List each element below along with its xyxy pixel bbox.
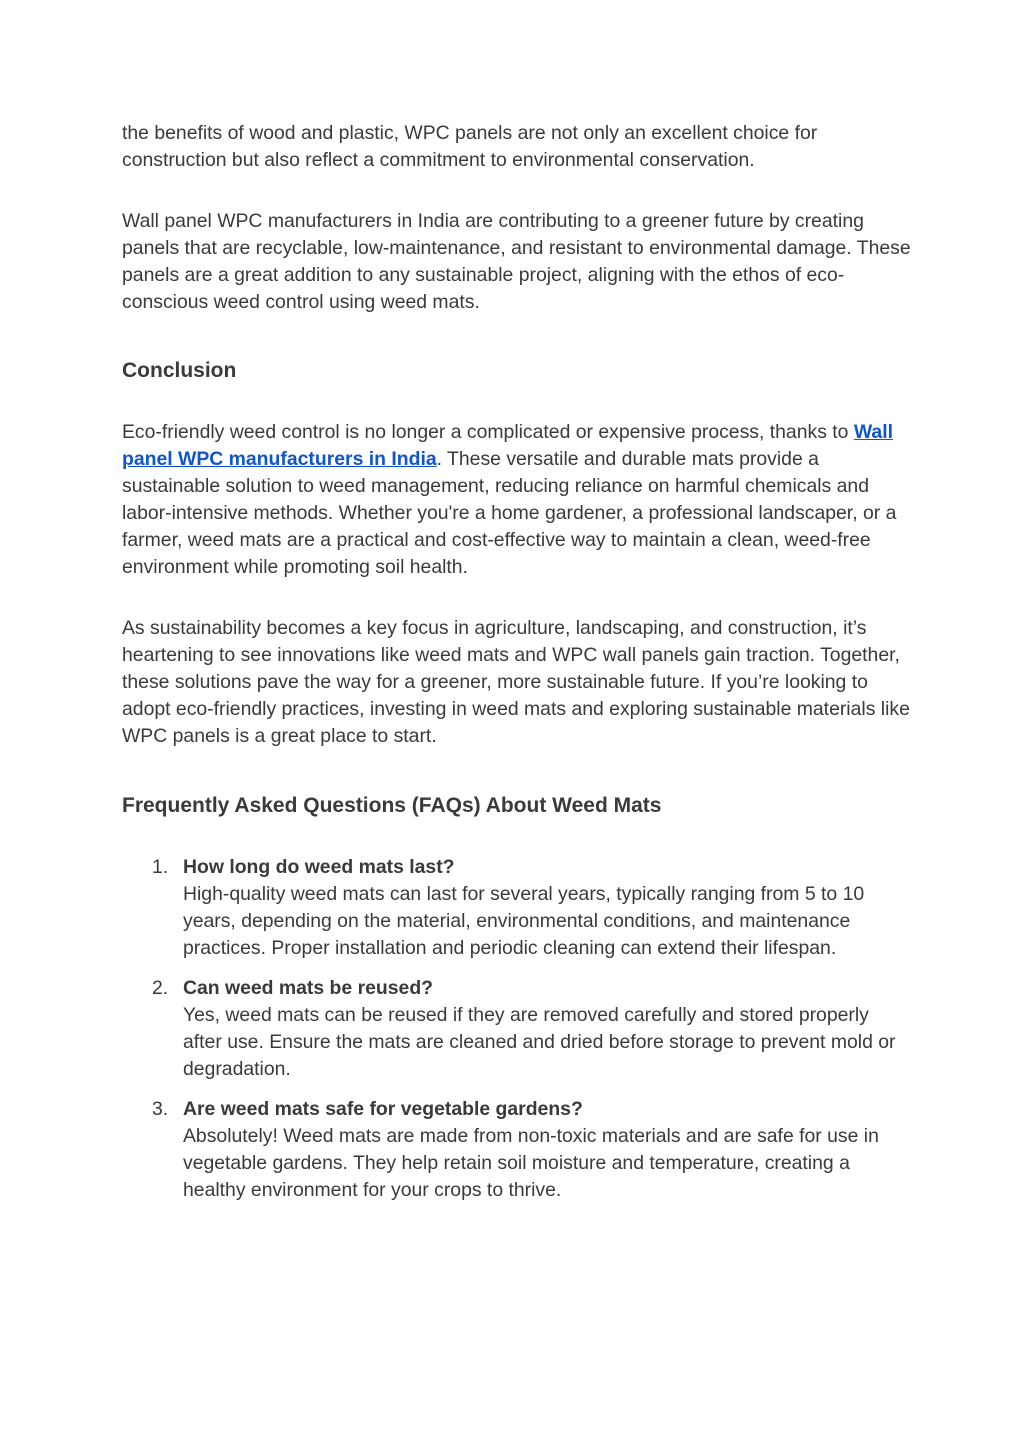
intro-paragraph-2: Wall panel WPC manufacturers in India are contributing to a greener future by creating panels that are recyclable, low-maintenance, and resistant to environmental damage. These panels are a great addition to any sustainable project, aligning with the ethos of eco-conscious weed control using weed mats. (122, 210, 911, 313)
faq-question: Are weed mats safe for vegetable gardens? (183, 1098, 583, 1120)
faq-answer: Yes, weed mats can be reused if they are removed carefully and stored properly after use. Ensure the mats are cleaned and dried before storage to prevent mold or degradation. (183, 1004, 896, 1080)
faq-item-number: 1. (152, 856, 169, 878)
conclusion-text-before-link: Eco-friendly weed control is no longer a complicated or expensive process, thanks to (122, 421, 854, 443)
faq-question: Can weed mats be reused? (183, 977, 434, 999)
faq-item (122, 975, 912, 1083)
faq-question: How long do weed mats last? (183, 856, 455, 878)
faq-list (122, 854, 912, 1204)
faq-item-number: 3. (152, 1098, 169, 1120)
faq-item-number: 2. (152, 977, 169, 999)
conclusion-heading: Conclusion (122, 359, 237, 382)
faq-item (122, 854, 912, 962)
faq-answer: High-quality weed mats can last for several years, typically ranging from 5 to 10 years, depending on the material, environmental conditions, and maintenance practices. Proper installation and periodic cleaning can extend their lifespan. (183, 883, 865, 959)
conclusion-paragraph-2: As sustainability becomes a key focus in agriculture, landscaping, and construction, it’s heartening to see innovations like weed mats and WPC wall panels gain traction. Together, these solutions pave the way for a greener, more sustainable future. If you’re looking to adopt eco-friendly practices, investing in weed mats and exploring sustainable materials like WPC panels is a great place to start. (122, 617, 910, 747)
document-page (122, 120, 912, 1217)
faq-item (122, 1096, 912, 1204)
intro-paragraph-1: the benefits of wood and plastic, WPC panels are not only an excellent choice for construction but also reflect a commitment to environmental conservation. (122, 122, 818, 171)
wpc-manufacturers-link[interactable]: Wall panel WPC manufacturers in India (122, 421, 893, 470)
conclusion-text-after-link: . These versatile and durable mats provide a sustainable solution to weed management, reducing reliance on harmful chemicals and labor-intensive methods. Whether you're a home gardener, a professional landscaper, or a farmer, weed mats are a practical and cost-effective way to maintain a clean, weed-free environment while promoting soil health. (122, 448, 897, 578)
faq-heading: Frequently Asked Questions (FAQs) About Weed Mats (122, 794, 662, 817)
faq-answer: Absolutely! Weed mats are made from non-toxic materials and are safe for use in vegetable gardens. They help retain soil moisture and temperature, creating a healthy environment for your crops to thrive. (183, 1125, 879, 1201)
conclusion-paragraph-1 (122, 419, 912, 581)
